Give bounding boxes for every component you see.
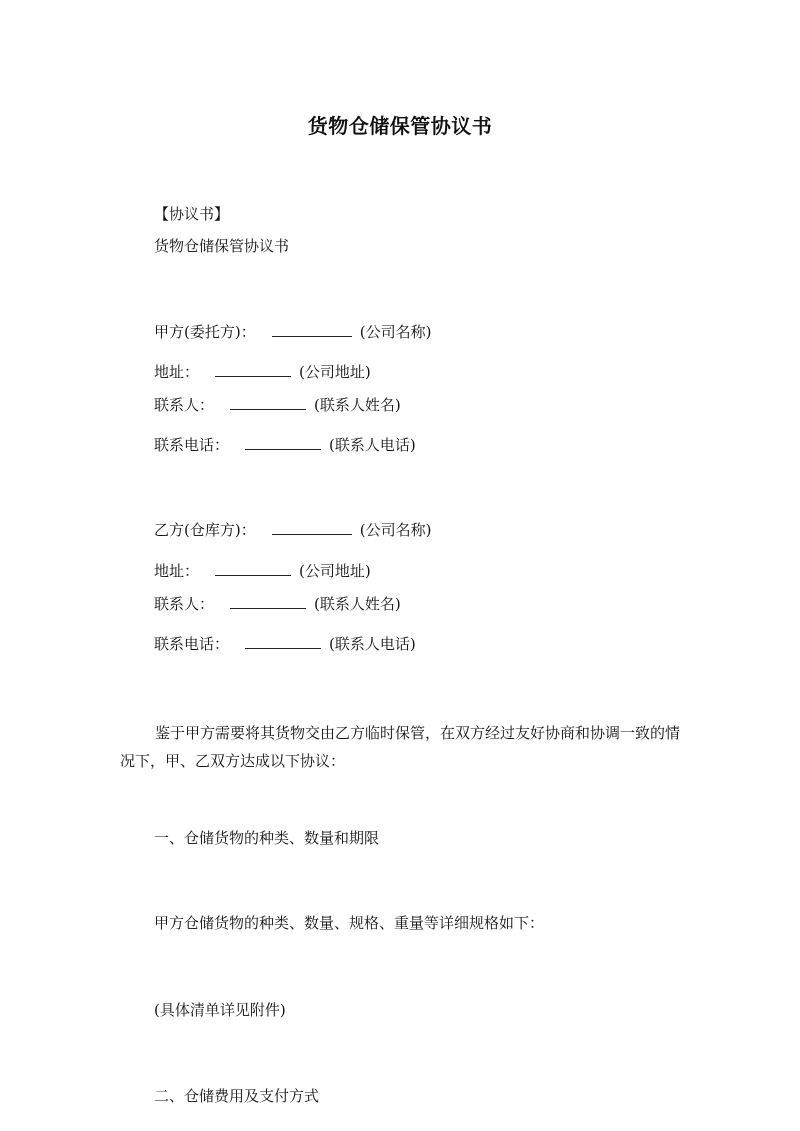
party-b-phone-label: 联系电话： (154, 635, 230, 653)
preamble-paragraph: 鉴于甲方需要将其货物交由乙方临时保管，在双方经过友好协商和协调一致的情况下，甲、乙双方达成以下协议： (120, 724, 681, 770)
party-a-name-blank[interactable] (272, 322, 352, 337)
party-b-name-line (154, 520, 431, 540)
party-a-phone-blank[interactable] (245, 435, 321, 450)
party-b-name-blank[interactable] (272, 520, 352, 535)
party-b-address-note: (公司地址) (299, 562, 371, 580)
party-b-address-label: 地址： (154, 562, 200, 580)
party-a-label: 甲方(委托方)： (154, 323, 256, 341)
party-a-phone-note: (联系人电话) (329, 436, 416, 454)
party-a-contact-note: (联系人姓名) (314, 396, 401, 414)
party-b-phone-note: (联系人电话) (329, 635, 416, 653)
party-b-contact-line (154, 594, 401, 614)
party-a-phone-line (154, 435, 416, 455)
party-a-name-note: (公司名称) (359, 323, 432, 341)
section1-heading: 一、仓储货物的种类、数量和期限 (154, 829, 380, 847)
party-a-address-blank[interactable] (215, 362, 291, 377)
party-b-contact-blank[interactable] (230, 594, 306, 609)
party-b-contact-label: 联系人： (154, 595, 215, 613)
party-a-address-note: (公司地址) (299, 363, 371, 381)
section2-heading: 二、仓储费用及支付方式 (154, 1087, 320, 1105)
party-a-name-line (154, 322, 431, 342)
party-a-phone-label: 联系电话： (154, 436, 230, 454)
party-b-phone-blank[interactable] (245, 634, 321, 649)
section1-note: (具体清单详见附件) (154, 1001, 286, 1019)
party-b-contact-note: (联系人姓名) (314, 595, 401, 613)
party-b-address-line (154, 561, 371, 581)
party-a-address-line (154, 362, 371, 382)
document-subtitle: 货物仓储保管协议书 (154, 237, 290, 255)
party-b-address-blank[interactable] (215, 561, 291, 576)
party-a-contact-label: 联系人： (154, 396, 215, 414)
party-b-name-note: (公司名称) (359, 521, 432, 539)
party-a-contact-blank[interactable] (230, 395, 306, 410)
party-a-address-label: 地址： (154, 363, 200, 381)
party-b-label: 乙方(仓库方)： (154, 521, 256, 539)
header-tag: 【协议书】 (154, 205, 230, 223)
section1-text: 甲方仓储货物的种类、数量、规格、重量等详细规格如下： (154, 914, 545, 932)
party-a-contact-line (154, 395, 401, 415)
party-b-phone-line (154, 634, 416, 654)
document-title: 货物仓储保管协议书 (307, 114, 493, 138)
